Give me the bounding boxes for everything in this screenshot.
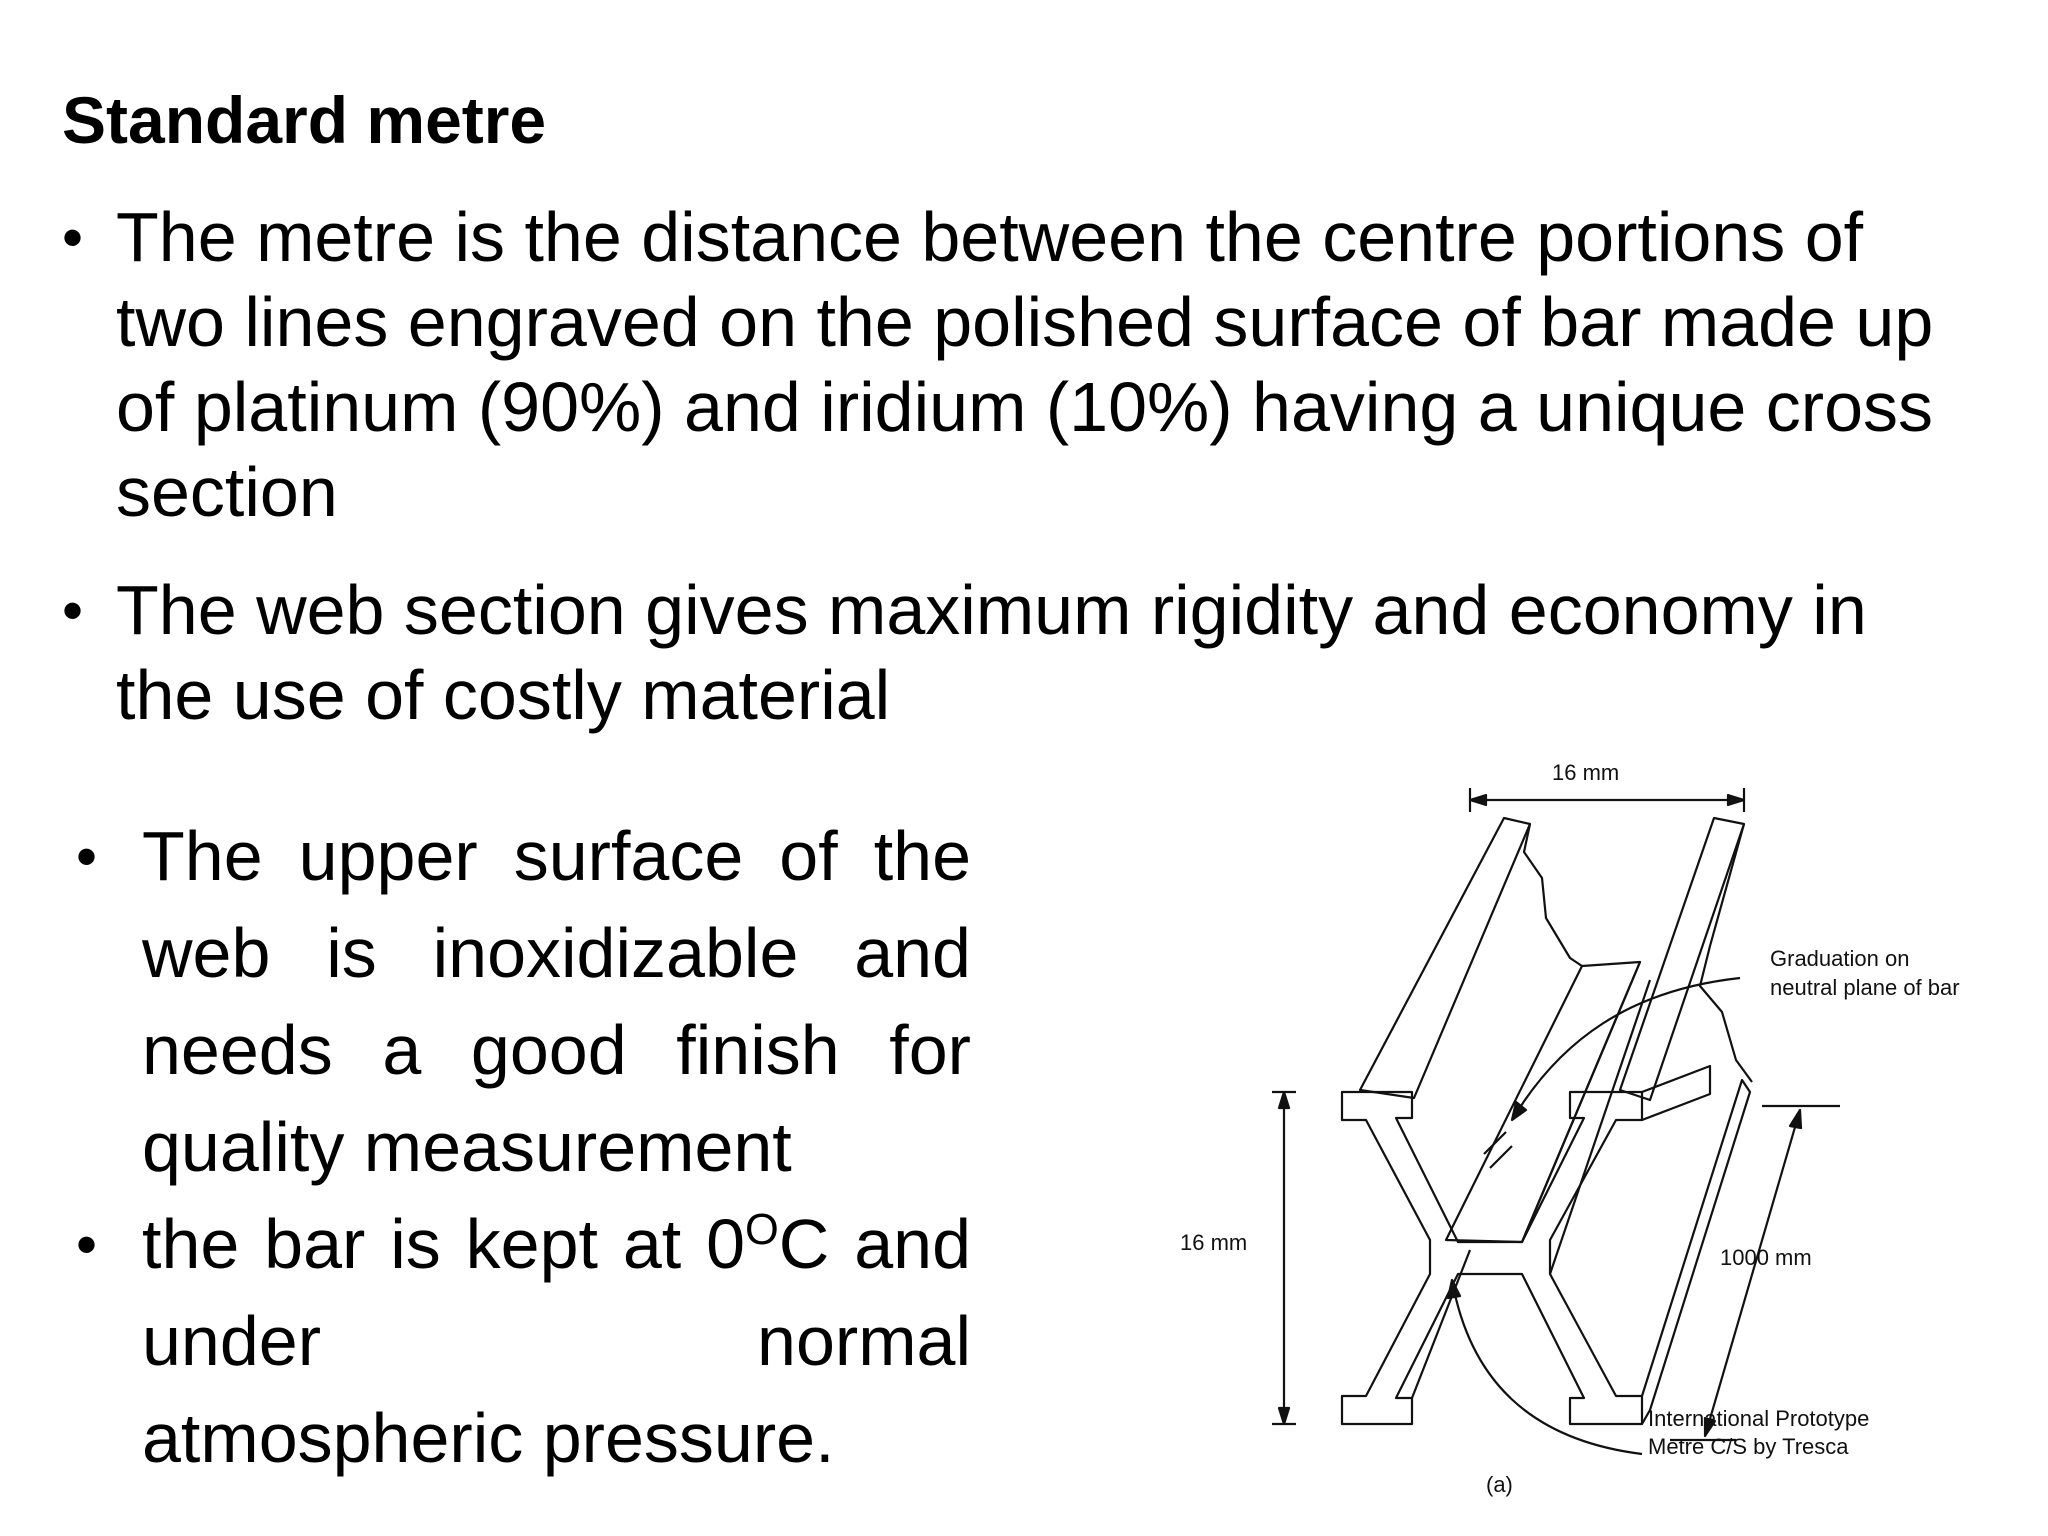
bullet-temperature-line-3: atmospheric pressure. [142, 1399, 835, 1477]
bullet-upper-surface-line-3: needs a good finish for [142, 1011, 971, 1089]
bullet-upper-surface-line-1: • The upper surface of the [142, 817, 971, 895]
bullet-list-left [76, 808, 971, 1487]
bullet-upper-surface-line-2: web is inoxidizable and [142, 914, 971, 992]
dim-top-arrow-left [1470, 795, 1486, 805]
bullet-temperature [76, 1196, 971, 1487]
graduation-line-1 [1484, 1132, 1506, 1154]
cross-section-outline [1342, 1092, 1642, 1424]
flange-left-top [1360, 818, 1530, 1098]
dim-top-arrow-right [1728, 795, 1744, 805]
label-prototype-1: International Prototype [1648, 1406, 1870, 1431]
break-line-left [1524, 824, 1582, 966]
graduation-line-2 [1490, 1146, 1512, 1168]
bullet-web-section: • The web section gives maximum rigidity and economy in the use of costly material [62, 568, 1962, 738]
tresca-bar-drawing [1150, 740, 2010, 1500]
dim-length-arrow-top [1790, 1110, 1801, 1128]
label-length: 1000 mm [1720, 1245, 1812, 1270]
bullet-temperature-line-1 [142, 1196, 971, 1293]
web-edge [1522, 962, 1640, 1242]
figure-caption: (a) [1486, 1472, 1513, 1497]
slide-title: Standard metre [62, 83, 547, 157]
prototype-pointer [1452, 1280, 1642, 1454]
bullet-list-top [62, 195, 1962, 738]
label-prototype-2: Metre C/S by Tresca [1648, 1434, 1849, 1459]
label-height: 16 mm [1180, 1230, 1248, 1255]
dim-height-arrow-bottom [1279, 1408, 1289, 1424]
bullet-metre-definition: • The metre is the distance between the centre portions of two lines engraved on the polished surface of bar made up of platinum (90%) and iridium (10%) having a unique cross section [62, 195, 1962, 535]
bullet-upper-surface-line-4: quality measurement [142, 1108, 792, 1186]
label-graduation-1: Graduation on [1770, 946, 1910, 971]
temperature-unit-text: C and [778, 1205, 971, 1283]
flange-left-lower-edge [1412, 1250, 1470, 1398]
degree-superscript: O [745, 1206, 779, 1255]
bullet-temperature-line-2: under normal [142, 1302, 971, 1380]
temperature-text: the bar is kept at 0 [142, 1205, 746, 1283]
dim-length-line [1705, 1110, 1800, 1436]
bullet-upper-surface [76, 808, 971, 1196]
break-line-right [1700, 824, 1752, 1082]
flange-right-top [1620, 818, 1744, 1100]
label-top-width: 16 mm [1552, 760, 1620, 785]
label-graduation-2: neutral plane of bar [1770, 975, 1960, 1000]
tresca-bar-figure [1150, 740, 2010, 1500]
dim-height-arrow-top [1279, 1092, 1289, 1108]
